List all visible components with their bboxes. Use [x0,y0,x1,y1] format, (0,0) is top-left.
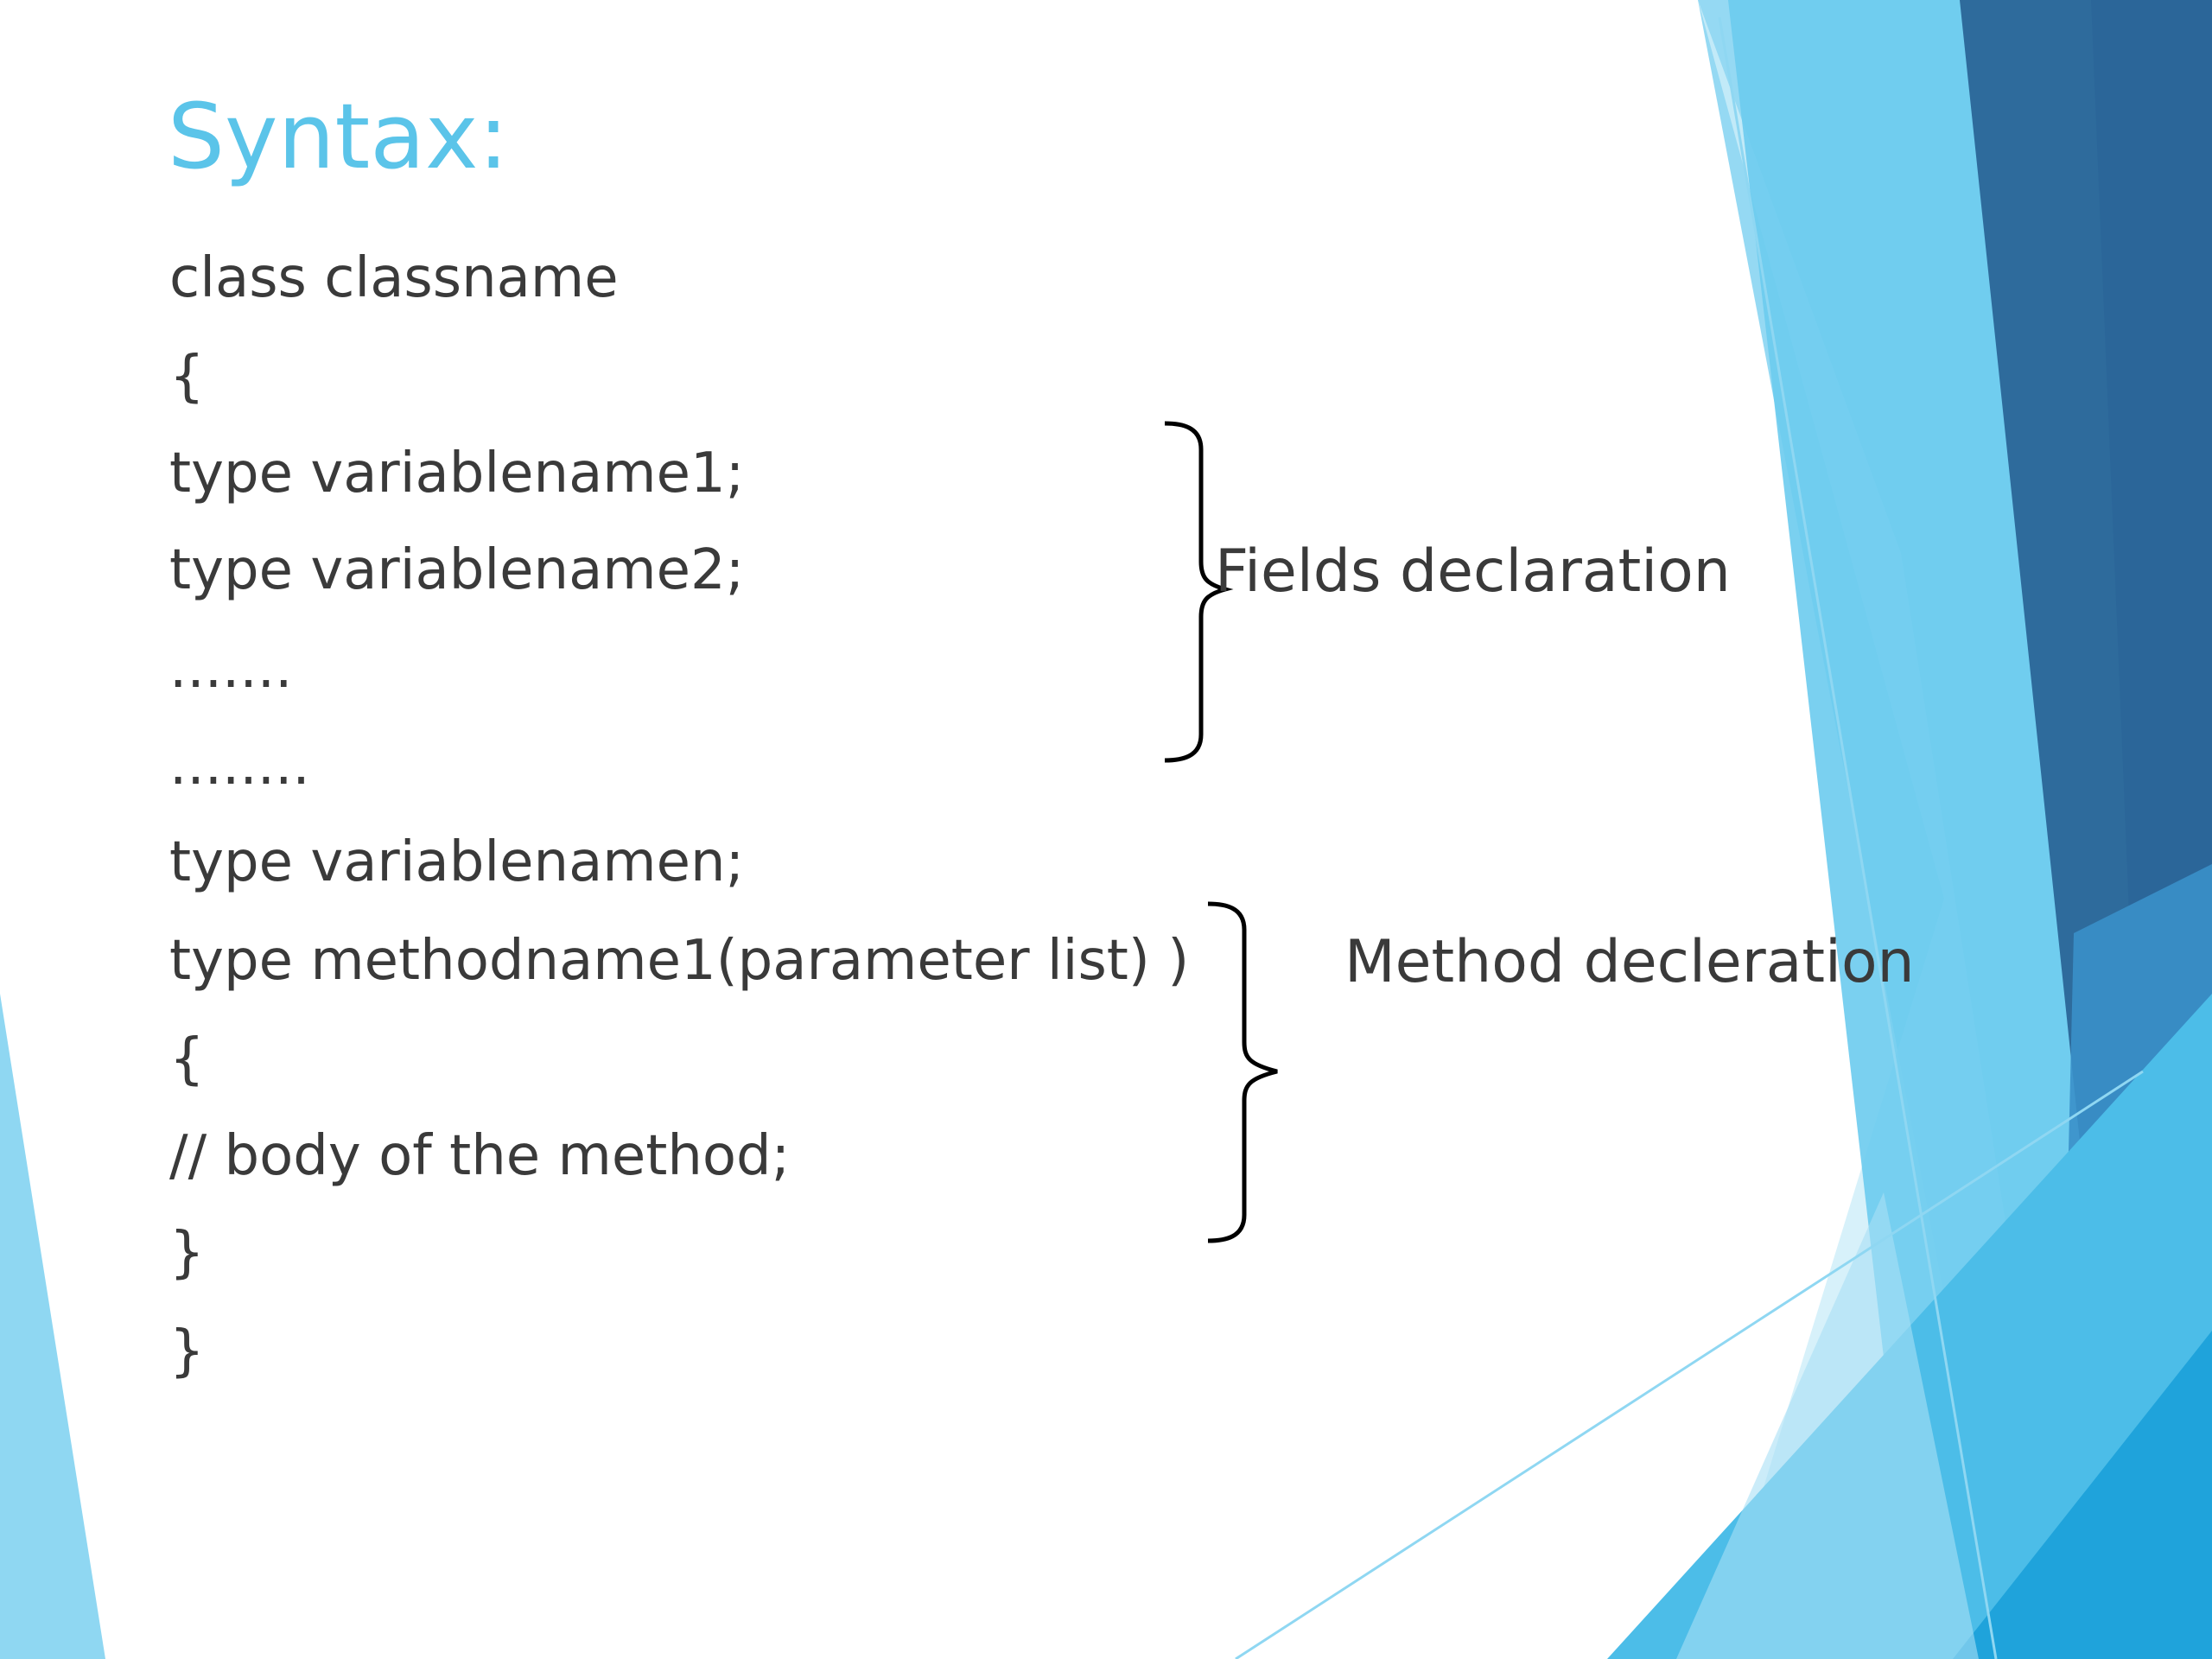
code-line-method-close-brace: } [169,1221,205,1285]
fields-declaration-label: Fields declaration [1215,537,1731,606]
code-line-class-close-brace: } [169,1319,205,1383]
methods-brace-icon [1201,895,1296,1249]
code-line-method-body: // body of the method; [169,1124,791,1188]
code-line-field-n: type variablenamen; [169,830,745,894]
code-line-ellipsis-2: ........ [169,734,310,798]
code-line-field-1: type variablename1; [169,442,745,505]
code-line-open-brace: { [169,345,205,409]
method-declaration-label: Method decleration [1344,928,1915,996]
code-line-method-signature: type methodname1(parameter list) ) [169,929,1190,993]
left-edge-shape [0,994,105,1659]
slide-title: Syntax: [168,84,509,189]
code-line-ellipsis-1: ....... [169,637,293,701]
code-line-method-open-brace: { [169,1027,205,1091]
code-line-class: class classname [169,246,619,310]
code-line-field-2: type variablename2; [169,538,745,602]
